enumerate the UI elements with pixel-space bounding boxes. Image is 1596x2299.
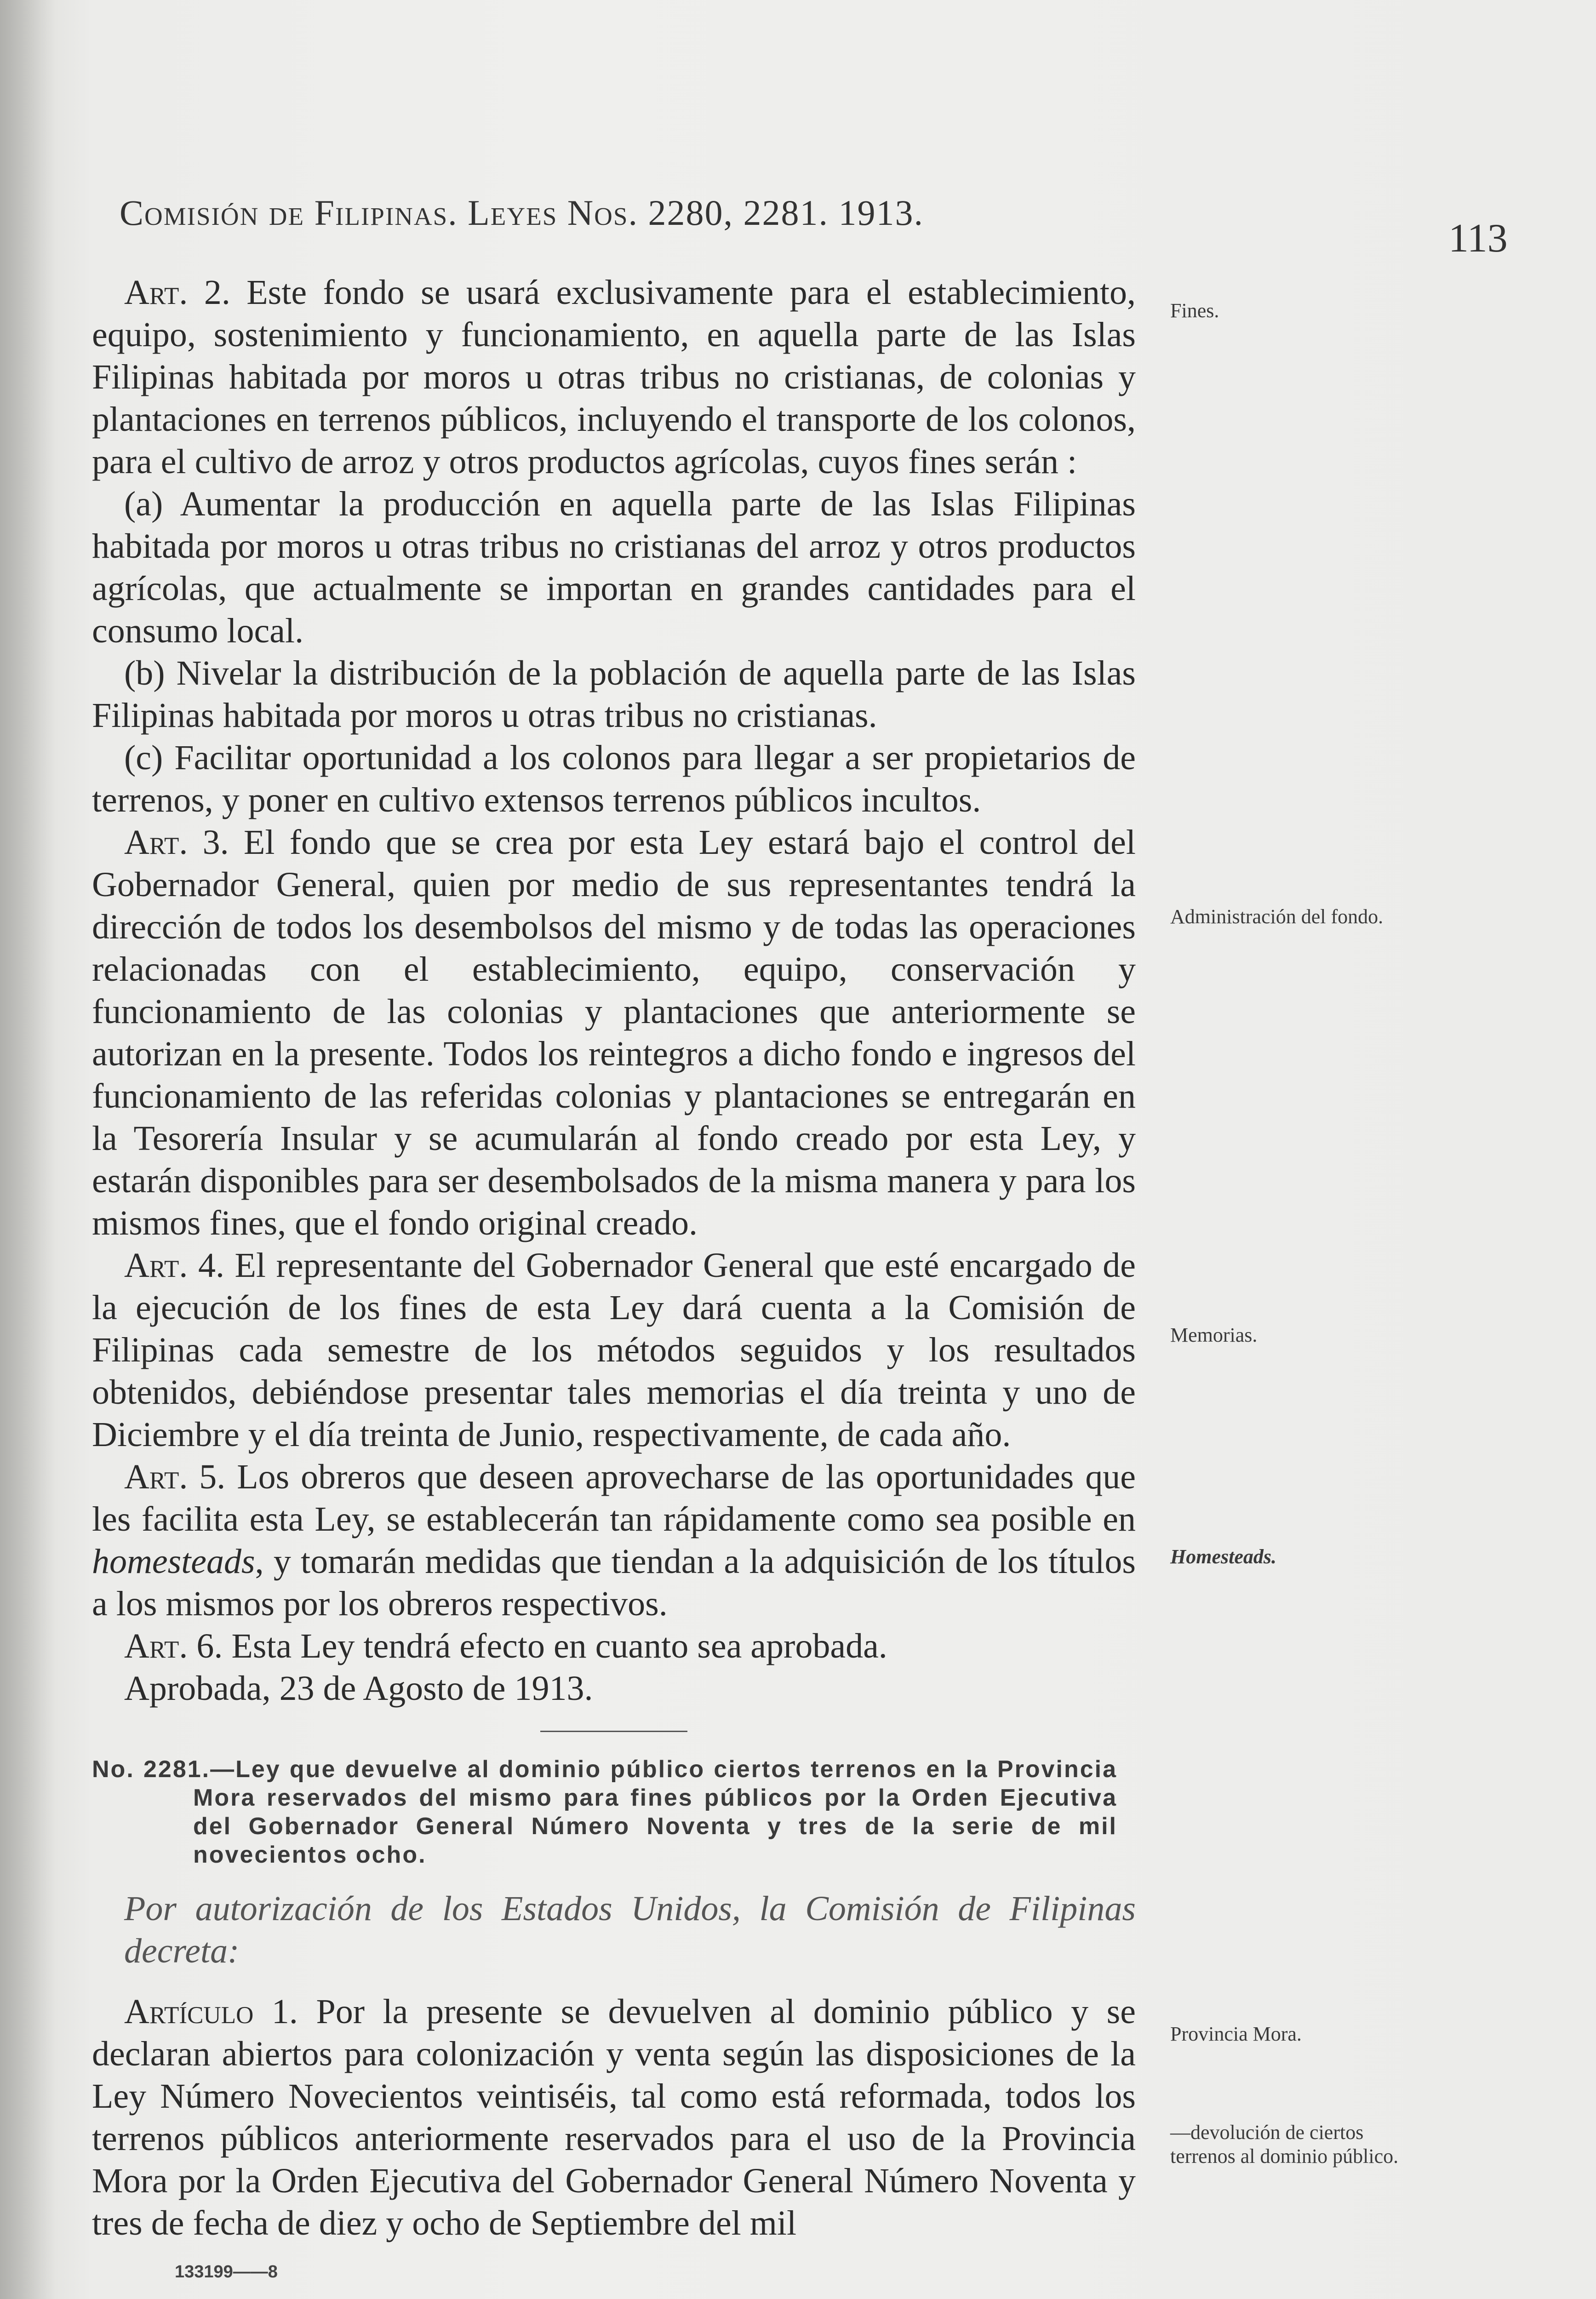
article-label: Art. 5.	[124, 1458, 226, 1496]
item-b: (b) Nivelar la distribución de la población de aquella parte de las Islas Filipinas habitada por moros u otras tribus no cristianas.	[92, 654, 1136, 735]
article-label: Art. 2.	[124, 273, 230, 312]
page-number: 113	[1448, 216, 1508, 261]
article-text: El representante del Gobernador General que esté encargado de la ejecución de los fines de esta Ley dará cuenta a la Comisión de Filipinas cada semestre de los métodos seguidos y los resultados obtenidos, debiéndose presentar tales memorias el día treinta y uno de Diciembre y el día treinta de Junio, respectivamente, de cada año.	[92, 1246, 1136, 1454]
approval-line: Aprobada, 23 de Agosto de 1913.	[124, 1669, 593, 1708]
item-a: (a) Aumentar la producción en aquella parte de las Islas Filipinas habitada por moros u otras tribus no cristianas del arroz y otros productos agrícolas, que actualmente se importan en grandes cantidades para el consumo local.	[92, 485, 1136, 650]
article-text-end: , y tomarán medidas que tiendan a la adquisición de los títulos a los mismos por los obreros respectivos.	[92, 1542, 1136, 1623]
enacting-clause	[92, 1887, 1136, 1972]
printer-code: 133199——8	[175, 2262, 278, 2282]
running-head: Comisión de Filipinas. Leyes Nos. 2280, 2281. 1913.	[120, 193, 924, 233]
article-3	[92, 821, 1136, 1244]
item-c: (c) Facilitar oportunidad a los colonos para llegar a ser propietarios de terrenos, y poner en cultivo extensos terrenos públicos incultos.	[92, 738, 1136, 819]
law-2281-title: No. 2281.—Ley que devuelve al dominio público ciertos terrenos en la Provincia Mora reservados del mismo para fines públicos por la Orden Ejecutiva del Gobernador General Número Noventa y tres de la serie de mil novecientos ocho.	[92, 1756, 1117, 1868]
article-label: Art. 3.	[124, 823, 229, 862]
margin-note-fines: Fines.	[1170, 299, 1219, 322]
margin-note-provincia-mora: Provincia Mora.	[1170, 2023, 1302, 2045]
article-5	[92, 1456, 1136, 1625]
article-2	[92, 271, 1136, 483]
article-6	[92, 1625, 1136, 1667]
margin-note-administracion: Administración del fondo.	[1170, 905, 1384, 928]
margin-note-devolucion: —devolución de ciertos terrenos al dominio público.	[1170, 2121, 1399, 2167]
article-label: Art. 4.	[124, 1246, 224, 1285]
article-text: Esta Ley tendrá efecto en cuanto sea aprobada.	[231, 1627, 887, 1665]
article-text: Los obreros que deseen aprovecharse de las oportunidades que les facilita esta Ley, se establecerán tan rápidamente como sea posible en	[92, 1458, 1136, 1538]
margin-note-memorias: Memorias.	[1170, 1324, 1258, 1346]
page-spine-shadow	[0, 0, 55, 2299]
section-divider	[540, 1731, 687, 1732]
enacting-clause-text: Por autorización de los Estados Unidos, la Comisión de Filipinas decreta:	[124, 1889, 1136, 1970]
margin-note-homesteads: Homesteads.	[1170, 1545, 1276, 1568]
body-text	[92, 271, 1136, 2293]
article-1	[92, 1990, 1136, 2244]
article-text: Por la presente se devuelven al dominio público y se declaran abiertos para colonización y venta según las disposiciones de la Ley Número Novecientos veintiséis, tal como está reformada, todos los terrenos públicos anteriormente reservados para el uso de la Provincia Mora por la Orden Ejecutiva del Gobernador General Número Noventa y tres de fecha de diez y ocho de Septiembre del mil	[92, 1992, 1136, 2242]
article-4	[92, 1244, 1136, 1456]
article-text: Este fondo se usará exclusivamente para el establecimiento, equipo, sostenimiento y funcionamiento, en aquella parte de las Islas Filipinas habitada por moros u otras tribus no cristianas, de colonias y plantaciones en terrenos públicos, incluyendo el transporte de los colonos, para el cultivo de arroz y otros productos agrícolas, cuyos fines serán :	[92, 273, 1136, 481]
article-label: Artículo 1.	[124, 1992, 298, 2031]
article-label: Art. 6.	[124, 1627, 223, 1665]
article-text: El fondo que se crea por esta Ley estará bajo el control del Gobernador General, quien por medio de sus representantes tendrá la dirección de todos los desembolsos del mismo y de todas las operaciones relacionadas con el establecimiento, equipo, conservación y funcionamiento de las colonias y plantaciones que anteriormente se autorizan en la presente. Todos los reintegros a dicho fondo e ingresos del funcionamiento de las referidas colonias y plantaciones se entregarán en la Tesorería Insular y se acumularán al fondo creado por esta Ley, y estarán disponibles para ser desembolsados de la misma manera y para los mismos fines, que el fondo original creado.	[92, 823, 1136, 1242]
article-italic: homesteads	[92, 1542, 255, 1581]
